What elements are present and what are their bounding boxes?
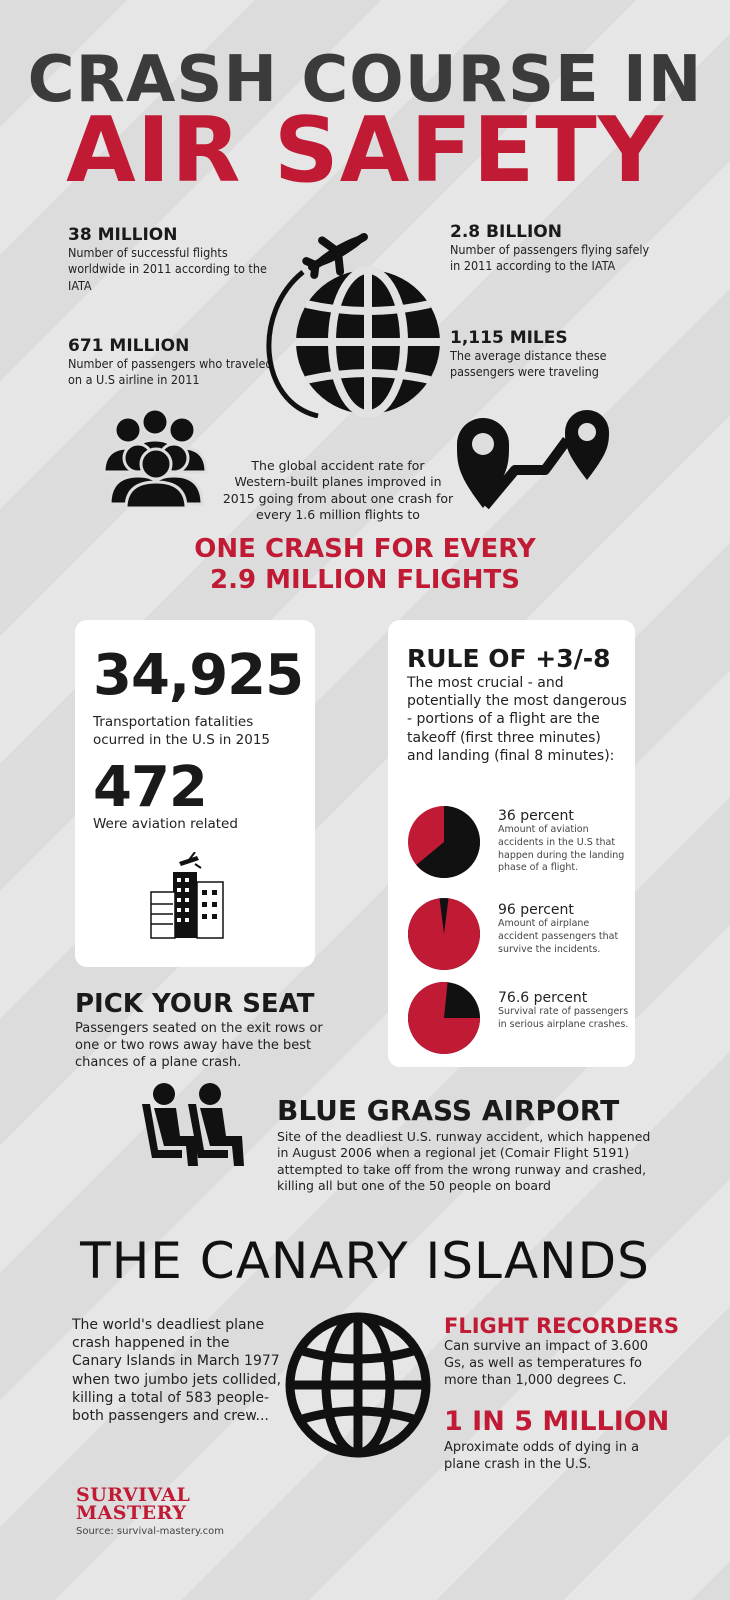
title-line-2: AIR SAFETY [66, 98, 664, 203]
stat-value: 1,115 MILES [450, 328, 568, 348]
pie-2-percent: 76.6 percent [498, 990, 588, 1006]
source-text: Source: survival-mastery.com [76, 1526, 224, 1537]
odds-desc: Aproximate odds of dying in a plane crash in the U.S. [444, 1440, 640, 1472]
stat-value: 2.8 BILLION [450, 222, 562, 242]
odds-title: 1 IN 5 MILLION [444, 1406, 670, 1437]
seat-desc: Passengers seated on the exit rows or one or two rows away have the best chances of a plane crash. [75, 1021, 323, 1070]
pie-1-desc: Amount of airplane accident passengers that survive the incidents. [498, 918, 619, 955]
survival-mastery-logo [76, 1484, 191, 1525]
pie-2-desc: Survival rate of passengers in serious airplane crashes. [498, 1006, 629, 1030]
pie-1-labels [498, 902, 630, 956]
fatalities-total: 34,925 [93, 643, 304, 708]
stat-value: 671 MILLION [68, 336, 190, 356]
people-group-icon [100, 408, 210, 508]
stat-us-passengers [68, 336, 278, 389]
fatalities-aviation: 472 [93, 755, 207, 820]
stat-desc: Number of passengers flying safely in 2011 according to the IATA [450, 242, 650, 274]
stat-average-distance [450, 328, 650, 381]
headline-line-2: 2.9 MILLION FLIGHTS [210, 565, 520, 596]
stat-desc: The average distance these passengers were traveling [450, 348, 607, 380]
globe-icon [283, 1310, 433, 1460]
recorders-desc: Can survive an impact of 3.600 Gs, as well as temperatures fo more than 1,000 degrees C. [444, 1339, 648, 1388]
pie-0-labels [498, 808, 630, 875]
pie-landing-accidents [408, 806, 480, 878]
seated-passengers-icon [136, 1080, 246, 1170]
canary-desc: The world's deadliest plane crash happened in the Canary Islands in March 1977 when two jumbo jets collided, killing a total of 583 people-both passengers and crew... [72, 1317, 282, 1424]
headline-line-1: ONE CRASH FOR EVERY [194, 534, 536, 564]
fatalities-card [75, 620, 315, 967]
rule-card [388, 620, 635, 1067]
pie-survive-incidents [408, 898, 480, 970]
fatalities-aviation-desc: Were aviation related [93, 816, 238, 832]
stat-value: 38 MILLION [68, 225, 178, 245]
logo-line-2: MASTERY [76, 1502, 187, 1525]
stat-desc: Number of successful flights worldwide in 2011 according to the IATA [68, 245, 267, 293]
rule-title: RULE OF +3/-8 [407, 644, 611, 673]
pie-0-percent: 36 percent [498, 808, 574, 824]
accident-rate-headline [0, 534, 730, 596]
fatalities-total-desc: Transportation fatalities ocurred in the U.S in 2015 [93, 714, 271, 748]
seat-title: PICK YOUR SEAT [75, 989, 315, 1019]
stat-successful-flights [68, 225, 268, 294]
accident-rate-text: The global accident rate for Western-built planes improved in 2015 going from about one crash for every 1.6 million flights to [222, 458, 454, 522]
pie-serious-survival [408, 982, 480, 1054]
recorders-title: FLIGHT RECORDERS [444, 1314, 680, 1338]
pie-0-desc: Amount of aviation accidents in the U.S that happen during the landing phase of a flight. [498, 824, 625, 874]
canary-title: THE CANARY ISLANDS [80, 1232, 650, 1290]
globe-plane-icon [258, 222, 448, 418]
building-crash-icon [149, 852, 229, 942]
logo-line-1: SURVIVAL [76, 1484, 191, 1506]
rule-desc: The most crucial - and potentially the most dangerous - portions of a flight are the takeoff (first three minutes) and landing (final 8 minutes): [407, 675, 627, 764]
airport-title: BLUE GRASS AIRPORT [277, 1094, 620, 1127]
airport-desc: Site of the deadliest U.S. runway accident, which happened in August 2006 when a regional jet (Comair Flight 5191) attempted to take off from the wrong runway and crashed, killing all but one of the 50 people on board [277, 1129, 651, 1193]
pie-charts [406, 800, 482, 1054]
route-pin-icon [455, 410, 615, 510]
stat-desc: Number of passengers who traveled on a U.S airline in 2011 [68, 356, 273, 388]
stat-passengers-safe [450, 222, 650, 275]
pie-2-labels [498, 990, 630, 1032]
pie-1-percent: 96 percent [498, 902, 574, 918]
title-line-1: CRASH COURSE IN [27, 43, 703, 117]
